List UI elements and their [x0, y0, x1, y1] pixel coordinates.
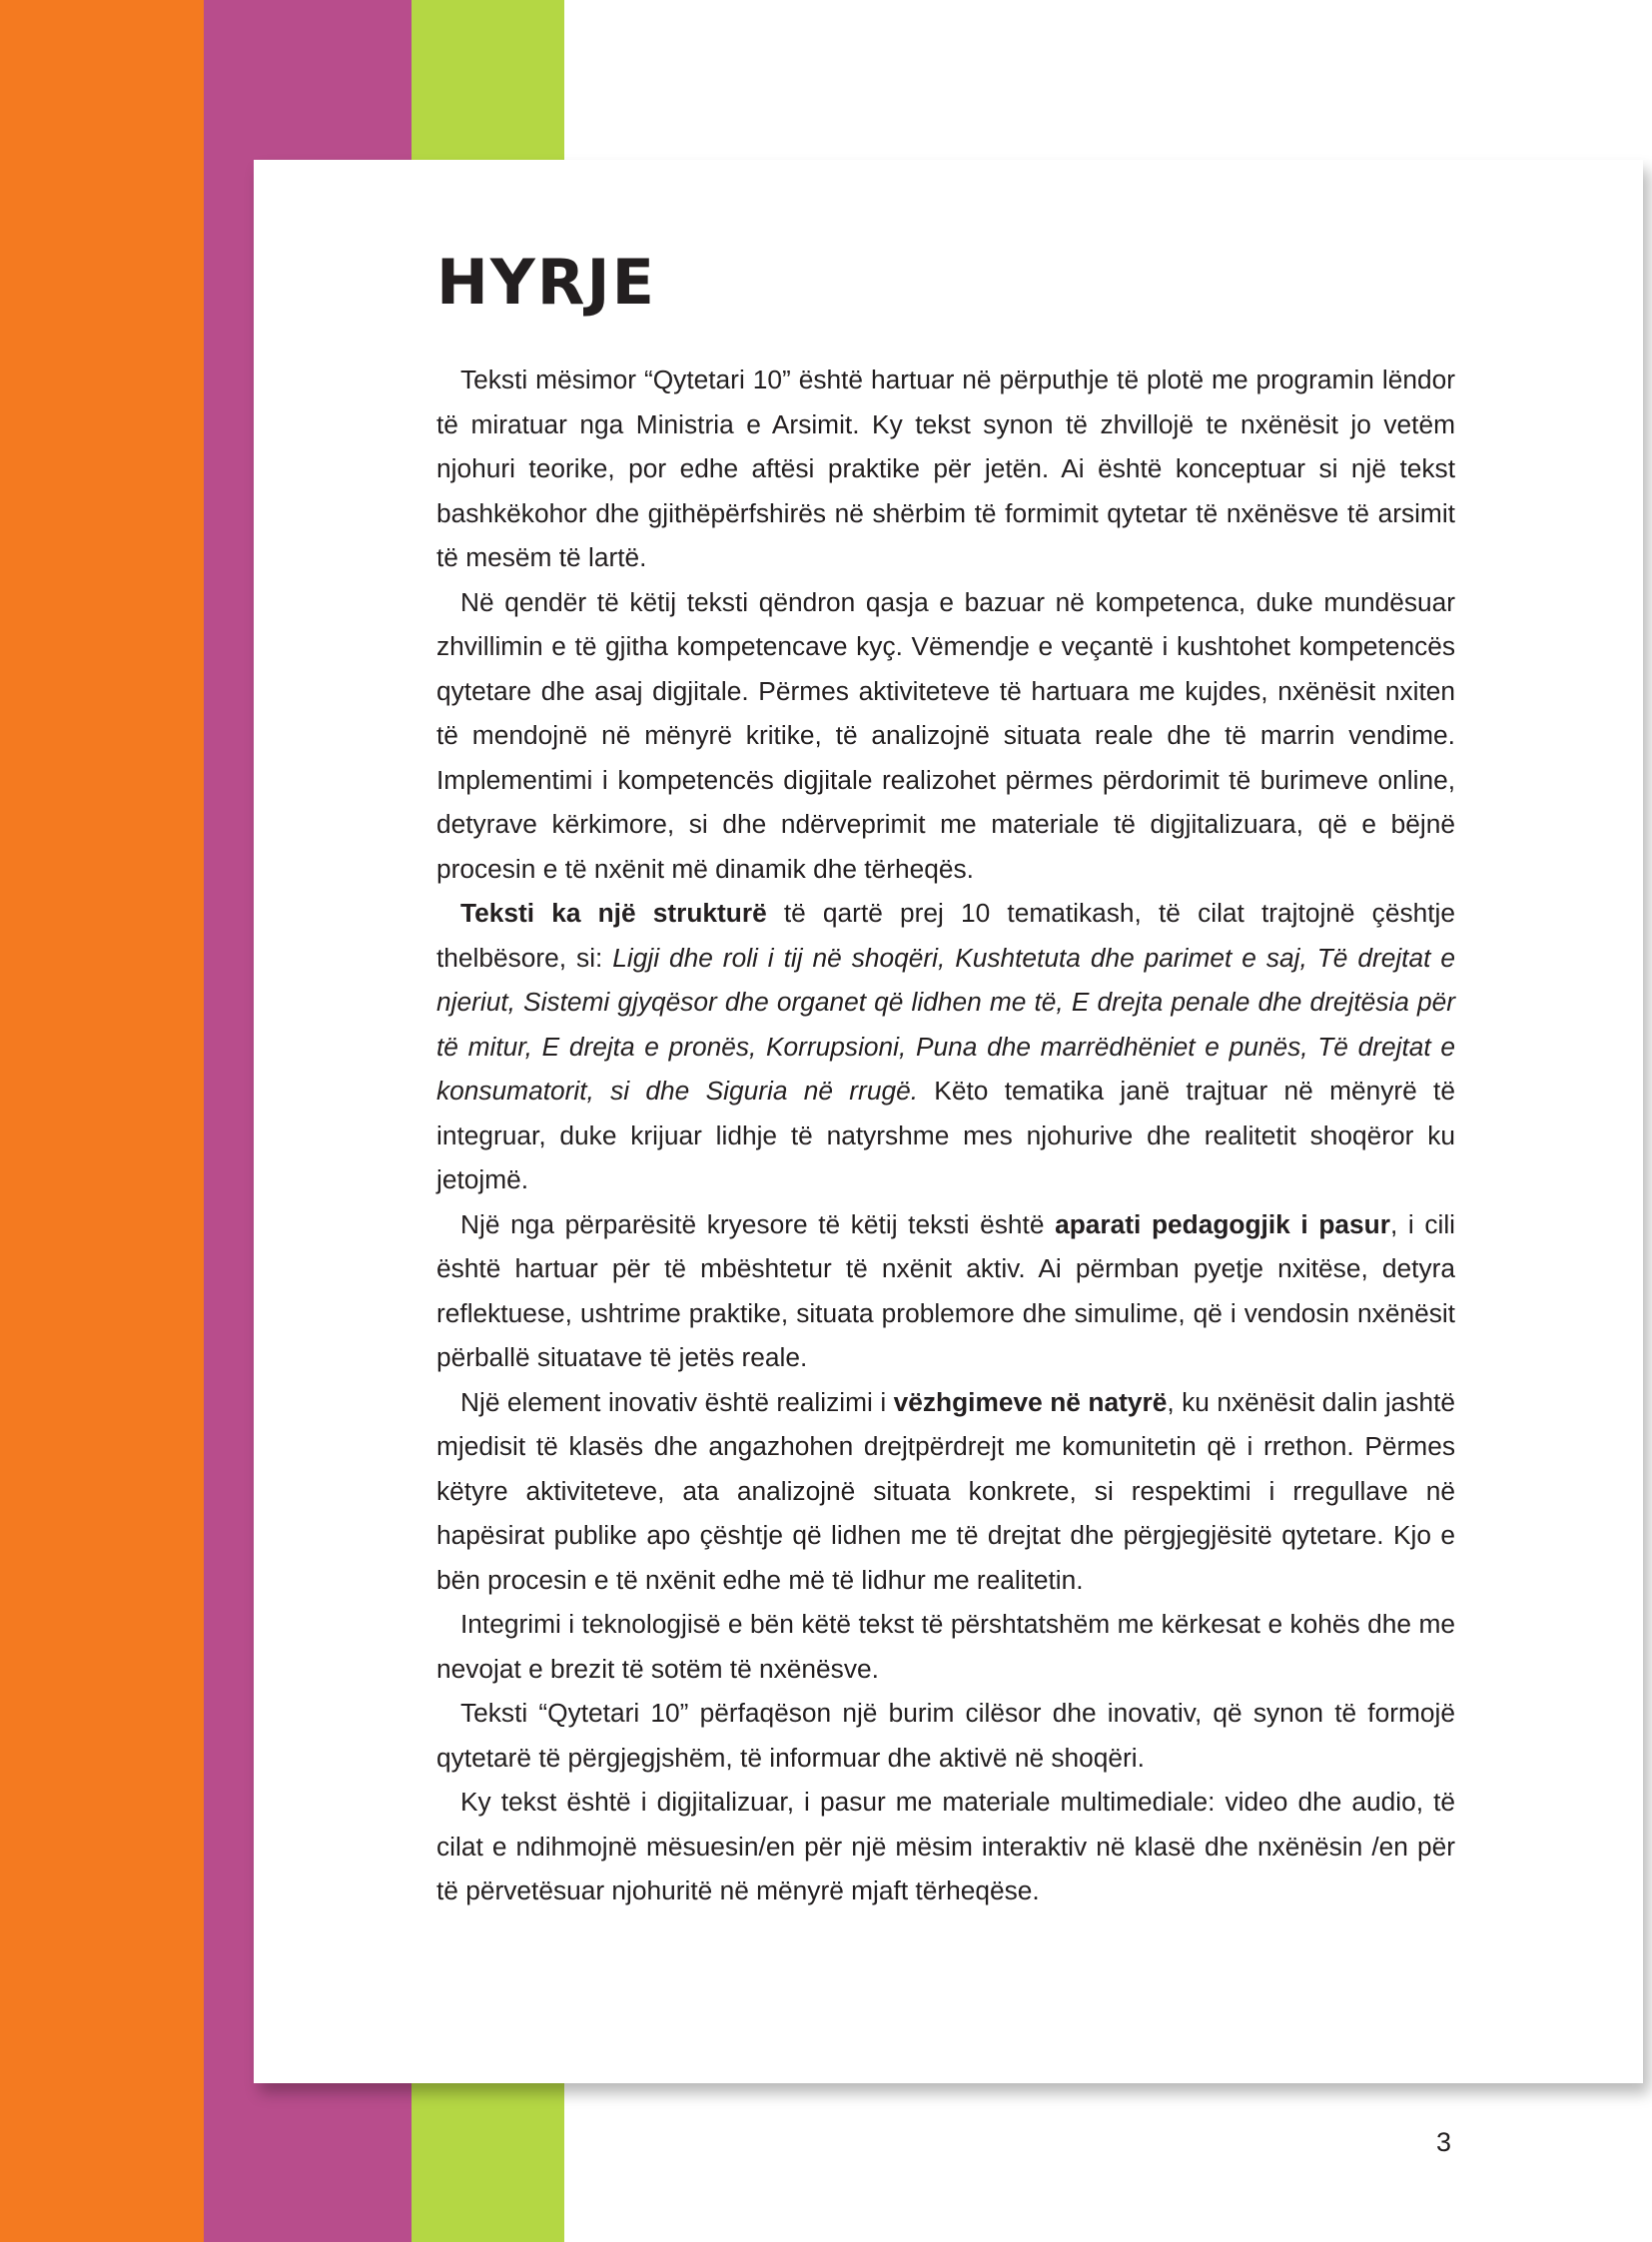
bold-phrase: Teksti ka një strukturë	[460, 898, 767, 928]
paragraph-summary	[436, 1691, 1455, 1780]
paragraph-observations	[436, 1380, 1455, 1603]
paragraph-text: Teksti mësimor “Qytetari 10” është hartuar në përputhje të plotë me programin lëndor të miratuar nga Ministria e Arsimit. Ky tekst synon të zhvillojë te nxënësit jo vetëm njohuri teorike, por edhe aftësi praktike për jetën. Ai është konceptuar si një tekst bashkëkohor dhe gjithëpërfshirës në shërbim të formimit qytetar të nxënësve të arsimit të mesëm të lartë.	[436, 365, 1455, 572]
body-text	[436, 358, 1455, 1913]
paragraph-text: Integrimi i teknologjisë e bën këtë tekst të përshtatshëm me kërkesat e kohës dhe me nevojat e brezit të sotëm të nxënësve.	[436, 1609, 1455, 1684]
paragraph-text: Në qendër të këtij teksti qëndron qasja e bazuar në kompetenca, duke mundësuar zhvillimin e të gjitha kompetencave kyç. Vëmendje e veçantë i kushtohet kompetencës qytetare dhe asaj digjitale. Përmes aktiviteteve të hartuara me kujdes, nxënësit nxiten të mendojnë në mënyrë kritike, të analizojnë situata reale dhe të marrin vendime. Implementimi i kompetencës digjitale realizohet përmes përdorimit të burimeve online, detyrave kërkimore, si dhe ndërveprimit me materiale të digjitalizuara, që e bëjnë procesin e të nxënit më dinamik dhe tërheqës.	[436, 586, 1455, 884]
paragraph-digital	[436, 1780, 1455, 1913]
paragraph-text: Ky tekst është i digjitalizuar, i pasur me materiale multimediale: video dhe audio, të cilat e ndihmojnë mësuesin/en për një mësim interaktiv në klasë dhe nxënësin /en për të përvetësuar njohuritë në mënyrë mjaft tërheqëse.	[436, 1787, 1455, 1905]
paragraph-intro	[436, 358, 1455, 580]
paragraph-text: Një nga përparësitë kryesore të këtij teksti është	[460, 1208, 1056, 1239]
paragraph-pedagogy	[436, 1202, 1455, 1380]
paragraph-structure	[436, 891, 1455, 1202]
paragraph-text: , i cili është hartuar për të mbështetur të nxënit aktiv. Ai përmban pyetje nxitëse, detyra reflektuese, ushtrime praktike, situata problemore dhe simulime, që i vendosin nxënësit përballë situatave të jetës reale.	[436, 1208, 1456, 1372]
paragraph-text: Një element inovativ është realizimi i	[460, 1386, 894, 1417]
page-number: 3	[1436, 2127, 1452, 2157]
bold-phrase: aparati pedagogjik i pasur	[1055, 1208, 1390, 1239]
paragraph-text: , ku nxënësit dalin jashtë mjedisit të klasës dhe angazhohen drejtpërdrejt me komunitetin që i rrethon. Përmes këtyre aktiviteteve, ata analizojnë situata konkrete, si respektimi i rregullave në hapësirat publike apo çështje që lidhen me të drejtat dhe përgjegjësitë qytetare. Kjo e bën procesin e të nxënit edhe më të lidhur me realitetin.	[436, 1386, 1455, 1595]
paragraph-competences	[436, 580, 1455, 892]
page-title: HYRJE	[436, 246, 656, 319]
paragraph-text: Këto tematika janë trajtuar në mënyrë të integruar, duke krijuar lidhje të natyrshme mes njohurive dhe realitetit shoqëror ku jetojmë.	[436, 1076, 1455, 1194]
orange-stripe	[0, 0, 204, 2242]
bold-phrase: vëzhgimeve në natyrë	[893, 1386, 1168, 1417]
paragraph-technology	[436, 1602, 1455, 1691]
paragraph-text: të qartë prej 10 tematikash, të cilat trajtojnë çështje thelbësore, si:	[436, 898, 1456, 973]
paragraph-text: Teksti “Qytetari 10” përfaqëson një burim cilësor dhe inovativ, që synon të formojë qytetarë të përgjegjshëm, të informuar dhe aktivë në shoqëri.	[436, 1698, 1455, 1773]
topics-list-italic: Ligji dhe roli i tij në shoqëri, Kushtetuta dhe parimet e saj, Të drejtat e njeriut, Sistemi gjyqësor dhe organet që lidhen me të, E drejta penale dhe drejtësia për të mitur, E drejta e pronës, Korrupsioni, Puna dhe marrëdhëniet e punës, Të drejtat e konsumatorit, si dhe Siguria në rrugë.	[436, 942, 1455, 1106]
